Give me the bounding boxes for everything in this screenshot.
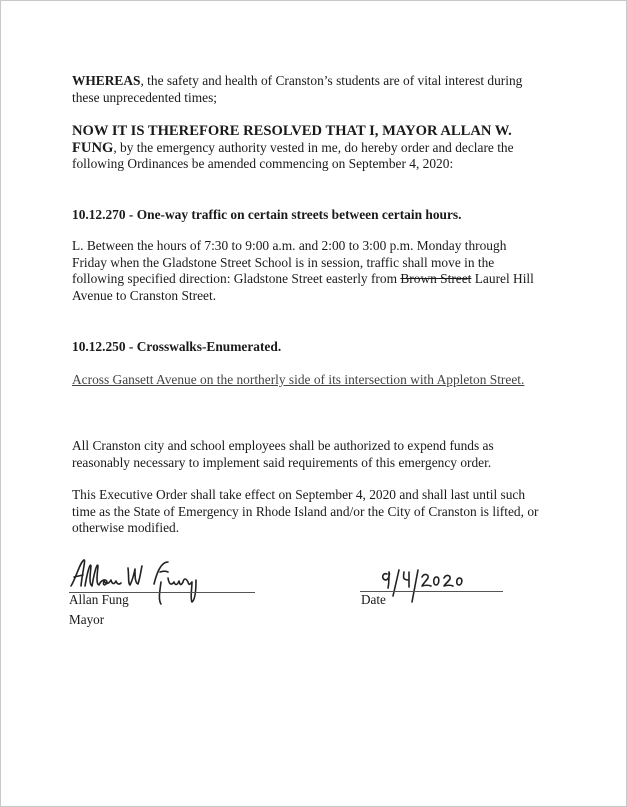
inserted-crosswalk-text: Across Gansett Avenue on the northerly side of its intersection with Appleton Street. xyxy=(72,372,525,387)
signer-title: Mayor xyxy=(69,612,105,627)
section-heading-10-12-250: 10.12.250 - Crosswalks-Enumerated. xyxy=(72,339,282,354)
effective-date-paragraph: This Executive Order shall take effect on September 4, 2020 and shall last until such time as the State of Emergency in Rhode Island and/or the City of Cranston is lifted, or otherwise modified. xyxy=(72,487,539,535)
whereas-text: , the safety and health of Cranston’s students are of vital interest during these unprecedented times; xyxy=(72,73,523,105)
struck-street-name: Brown Street xyxy=(400,271,472,286)
section1-body-after: Laurel Hill Avenue to Cranston Street. xyxy=(72,271,534,303)
section-body-10-12-270 xyxy=(72,238,544,304)
date-label: Date xyxy=(361,592,386,607)
section1-body-before: L. Between the hours of 7:30 to 9:00 a.m. and 2:00 to 3:00 p.m. Monday through Friday when the Gladstone Street School is in session, traffic shall move in the following specified direction: Gladstone Street easterly from xyxy=(72,238,507,286)
section-body-10-12-250 xyxy=(72,372,542,389)
whereas-paragraph xyxy=(72,73,552,106)
employees-paragraph: All Cranston city and school employees shall be authorized to expend funds as reasonably necessary to implement said requirements of this emergency order. xyxy=(72,438,494,470)
resolution-text: , by the emergency authority vested in me, do hereby order and declare the following Ordinances be amended commencing on September 4, 2020: xyxy=(72,139,514,171)
signer-name: Allan Fung xyxy=(69,592,129,607)
resolution-paragraph xyxy=(72,123,552,173)
section-heading-10-12-270: 10.12.270 - One-way traffic on certain streets between certain hours. xyxy=(72,207,462,222)
whereas-lead: WHEREAS xyxy=(72,73,141,88)
resolution-lead: NOW IT IS THEREFORE RESOLVED THAT I, MAYOR ALLAN W. FUNG xyxy=(72,123,512,156)
